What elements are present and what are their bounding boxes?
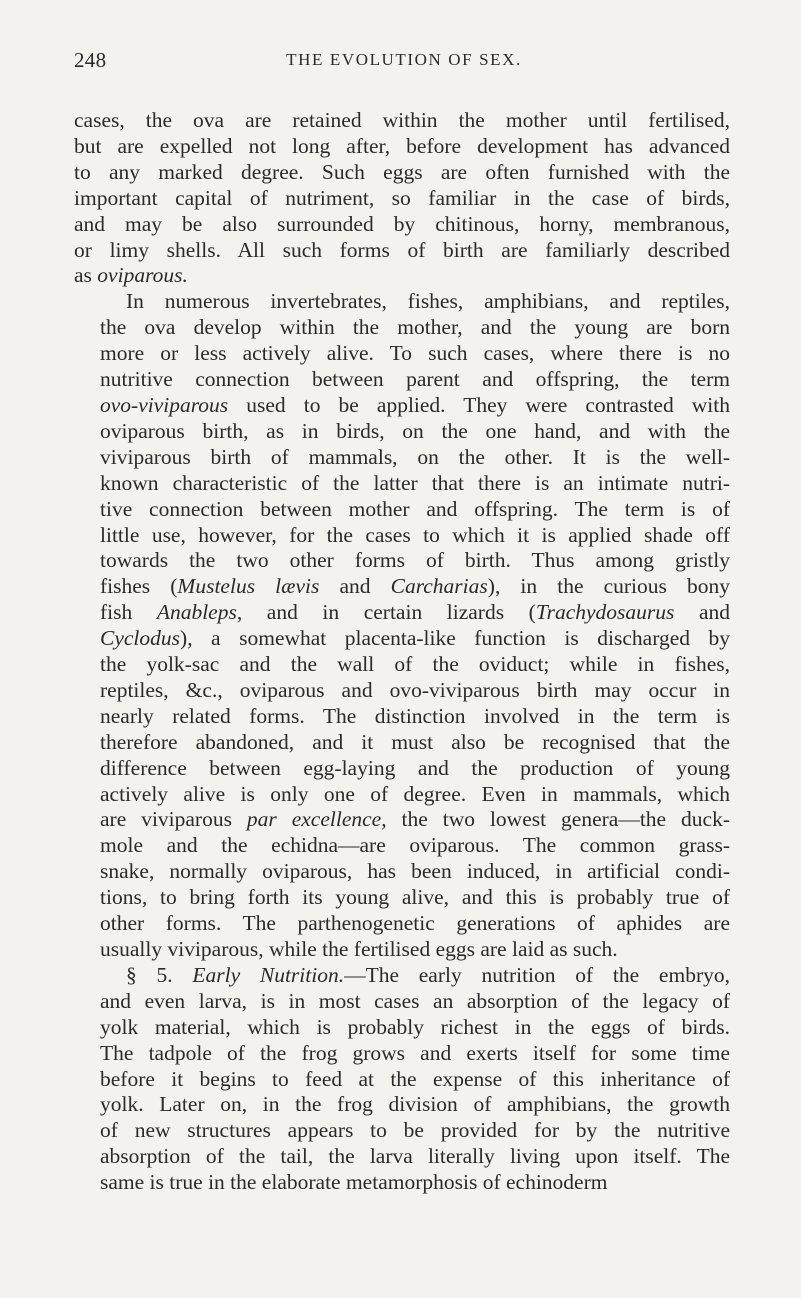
text-line [74,807,730,833]
text-line [74,548,730,574]
text-run: oviparous birth, as in birds, on the one hand, and with the [100,418,730,443]
text-run: yolk. Later on, in the frog division of amphibians, the growth [100,1092,730,1117]
text-run: tive connection between mother and offspring. The term is of [100,496,730,521]
italic-text: Mustelus lævis [177,574,320,599]
text-run: but are expelled not long after, before development has advanced [74,133,730,158]
text-line [74,652,730,678]
text-run: , the two lowest genera—the duck- [381,807,730,832]
text-run: In numerous invertebrates, fishes, amphibians, and reptiles, [126,289,730,314]
text-run: ), in the curious bony [487,574,730,599]
body-text [74,108,730,1196]
text-line [74,600,730,626]
text-line [74,1015,730,1041]
text-line [74,911,730,937]
text-line [74,523,730,549]
text-line [74,989,730,1015]
text-line [74,419,730,445]
page-number: 248 [74,48,107,72]
text-line [74,833,730,859]
text-run: ), a somewhat placenta-like function is discharged by [180,626,730,651]
text-run: difference between egg-laying and the production of young [100,755,730,780]
text-run: and may be also surrounded by chitinous, horny, membranous, [74,211,730,236]
text-run: absorption of the tail, the larva literally living upon itself. The [100,1144,730,1169]
page-header [74,48,734,78]
text-line [74,704,730,730]
text-run: little use, however, for the cases to which it is applied shade off [100,522,730,547]
text-line [74,367,730,393]
text-run: are viviparous [100,807,247,832]
text-run: fishes ( [100,574,178,599]
text-line [74,263,730,289]
paragraph [74,289,730,963]
text-line [74,108,730,134]
text-run: § 5. [126,962,193,987]
text-run: and [674,600,731,625]
text-run: or limy shells. All such forms of birth are familiarly described [74,237,730,262]
text-line [74,238,730,264]
italic-text: oviparous. [97,263,188,288]
text-run: of new structures appears to be provided for by the nutritive [100,1118,730,1143]
text-run: and [319,574,391,599]
text-run: usually viviparous, while the fertilised eggs are laid as such. [100,937,618,961]
text-run: nearly related forms. The distinction involved in the term is [100,703,730,728]
text-line [74,756,730,782]
text-run: viviparous birth of mammals, on the other. It is the well- [100,444,730,469]
paragraph [74,963,730,1196]
text-run: reptiles, &c., oviparous and ovo-viviparous birth may occur in [100,677,730,702]
text-line [74,289,730,315]
text-run: —The early nutrition of the embryo, [344,962,730,987]
text-run: , and in certain lizards ( [236,600,536,625]
text-run: more or less actively alive. To such cases, where there is no [100,341,730,366]
text-run: before it begins to feed at the expense of this inheritance of [100,1066,730,1091]
text-line [74,1170,730,1196]
text-run: the yolk-sac and the wall of the oviduct; while in fishes, [100,652,730,677]
text-line [74,445,730,471]
text-run: yolk material, which is probably richest in the eggs of birds. [100,1014,730,1039]
text-run: known characteristic of the latter that there is an intimate nutri- [100,470,730,495]
text-line [74,471,730,497]
text-line [74,963,730,989]
running-title: THE EVOLUTION OF SEX. [286,50,522,69]
italic-text: Carcharias [390,574,488,599]
text-line [74,782,730,808]
text-run: tions, to bring forth its young alive, and this is probably true of [100,885,730,910]
italic-text: ovo-viviparous [100,392,229,417]
italic-text: par excellence [246,807,382,832]
text-line [74,393,730,419]
italic-text: Early Nutrition. [192,962,345,987]
text-run: towards the two other forms of birth. Thus among gristly [100,548,730,573]
text-run: nutritive connection between parent and offspring, the term [100,367,730,392]
text-run: same is true in the elaborate metamorphosis of echinoderm [100,1170,608,1195]
text-line [74,626,730,652]
text-line [74,1092,730,1118]
text-line [74,134,730,160]
italic-text: Anableps [156,600,237,625]
italic-text: Trachydosaurus [535,600,675,625]
text-run: snake, normally oviparous, has been induced, in artificial condi- [100,859,730,884]
text-run: other forms. The parthenogenetic generations of aphides are [100,911,730,936]
text-line [74,1118,730,1144]
text-line [74,574,730,600]
text-line [74,1041,730,1067]
text-run: fish [100,600,157,625]
text-run: actively alive is only one of degree. Even in mammals, which [100,781,730,806]
text-run: important capital of nutriment, so familiar in the case of birds, [74,185,730,210]
text-run: The tadpole of the frog grows and exerts itself for some time [100,1040,730,1065]
text-run: therefore abandoned, and it must also be recognised that the [100,729,730,754]
text-line [74,315,730,341]
text-run: to any marked degree. Such eggs are often furnished with the [74,159,730,184]
text-line [74,341,730,367]
text-line [74,859,730,885]
italic-text: Cyclodus [100,626,181,651]
paragraph [74,108,730,289]
text-run: as [74,263,98,288]
text-line [74,937,730,963]
text-run: mole and the echidna—are oviparous. The common grass- [100,833,730,858]
text-line [74,497,730,523]
text-line [74,885,730,911]
text-line [74,186,730,212]
text-line [74,1067,730,1093]
text-line [74,730,730,756]
text-line [74,160,730,186]
text-run: used to be applied. They were contrasted with [228,392,730,417]
text-line [74,212,730,238]
text-run: cases, the ova are retained within the mother until fertilised, [74,108,730,132]
text-line [74,1144,730,1170]
text-line [74,678,730,704]
text-run: the ova develop within the mother, and the young are born [100,315,730,340]
text-run: and even larva, is in most cases an absorption of the legacy of [100,988,730,1013]
